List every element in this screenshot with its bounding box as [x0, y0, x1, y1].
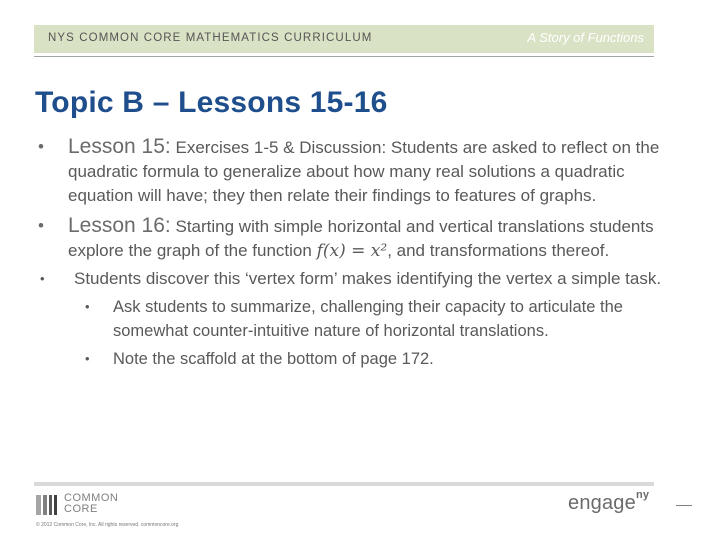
curriculum-label: NYS COMMON CORE MATHEMATICS CURRICULUM [48, 32, 373, 44]
vertex-form-text: Students discover this ‘vertex form’ makes identifying the vertex a simple task. [74, 269, 662, 288]
ny-superscript: ny [635, 489, 650, 502]
common-core-wordmark: COMMON CORE [64, 492, 119, 515]
common-core-logo [36, 493, 136, 518]
footer-divider [34, 482, 654, 486]
sub-bullet-text: Ask students to summarize, challenging their capacity to articulate the somewhat counter-intuitive nature of horizontal translations. [113, 298, 623, 340]
lesson-15-text: Exercises 1-5 & Discussion: Students are asked to reflect on the quadratic formula to generalize about how many real solutions a quadratic equation will have; they then relate their findings to features of graphs. [68, 138, 660, 205]
bullet-dot-icon: • [38, 216, 44, 235]
footer-corner-line [676, 505, 692, 506]
lesson-16-text-end: , and transformations thereof. [387, 241, 610, 260]
engageny-logo [568, 489, 650, 515]
copyright-notice: © 2012 Common Core, Inc. All rights reserved. commoncore.org [36, 522, 179, 528]
bullet-lesson-16 [38, 214, 678, 263]
sub-bullet-scaffold [38, 347, 678, 371]
slide-body [38, 135, 678, 371]
bullet-dot-icon: • [85, 351, 90, 366]
common-core-logo-icon [36, 495, 60, 515]
lesson-15-label: Lesson 15: [68, 135, 171, 158]
bullet-dot-icon: • [40, 271, 45, 286]
engage-wordmark: engage [568, 492, 636, 514]
sub-bullet-text: Note the scaffold at the bottom of page 172. [113, 350, 434, 368]
function-formula: f(x) = x² [316, 241, 388, 261]
header-bar [34, 25, 654, 53]
header-divider [34, 56, 654, 57]
bullet-dot-icon: • [38, 137, 44, 156]
module-label: A Story of Functions [527, 30, 644, 45]
bullet-vertex-form [38, 267, 678, 291]
bullet-lesson-15 [38, 135, 678, 208]
page-title: Topic B – Lessons 15-16 [35, 86, 388, 119]
sub-bullet-summarize [38, 295, 678, 343]
bullet-dot-icon: • [85, 299, 90, 314]
lesson-16-text: Starting with simple horizontal and vertical translations students explore the graph of the function [68, 217, 654, 260]
lesson-16-label: Lesson 16: [68, 214, 171, 237]
